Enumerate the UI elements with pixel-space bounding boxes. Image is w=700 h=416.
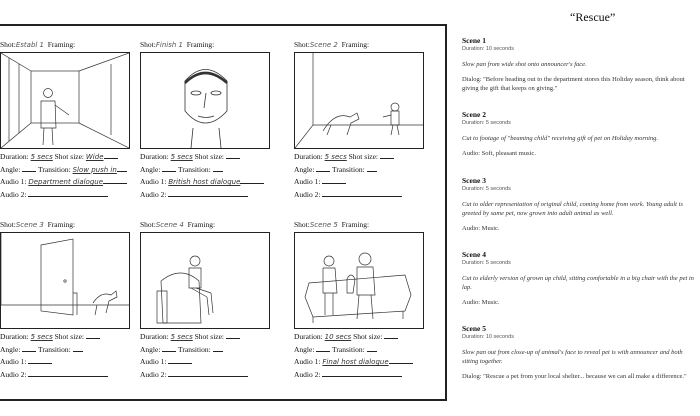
scene-notes	[462, 0, 700, 416]
scene-title: Scene 1	[462, 36, 486, 45]
sketch-panel	[0, 232, 130, 329]
scene-title: Scene 5	[462, 324, 486, 333]
scene-description: Slow pan out from close-up of animal's face to reveal pet is with announcer and both sitting together.	[462, 349, 683, 365]
sketch-panel	[294, 232, 424, 329]
duration-value: 5 secs	[170, 153, 193, 161]
storyboard-sheet	[0, 24, 447, 401]
scene-title: Scene 4	[462, 250, 486, 259]
audio1-value: British host dialogue	[168, 178, 241, 186]
scene-description: Cut to elderly version of grown up child, sitting comfortable in a big chair with the pet in lap.	[462, 275, 694, 291]
scene-audio: Audio: Music.	[462, 299, 500, 306]
frame-header: Shot:Scene 2 Framing:	[294, 40, 370, 49]
frame-header: Shot:Scene 5 Framing:	[294, 220, 370, 229]
sketch-panel	[140, 52, 270, 149]
frame-metadata: Duration: 5 secs Shot size: Wide Angle: Transition: Slow push in Audio 1: Department dialogue Audio 2:	[0, 151, 127, 200]
scene-entry	[462, 176, 700, 233]
frame-metadata: Duration: 5 secs Shot size: Angle: Transition: Audio 1: Audio 2:	[294, 151, 402, 200]
frame-metadata: Duration: 5 secs Shot size: Angle: Transition: Audio 1: Audio 2:	[0, 331, 108, 380]
frame-metadata: Duration: 10 secs Shot size: Angle: Transition: Audio 1: Final host dialogue Audio 2:	[294, 331, 413, 380]
duration-value: 10 secs	[324, 333, 352, 341]
frame-header: Shot:Finish 1 Framing:	[140, 40, 215, 49]
document-title: “Rescue”	[570, 10, 616, 24]
scene-duration: Duration: 5 seconds	[462, 120, 511, 126]
frame-metadata: Duration: 5 secs Shot size: Angle: Transition: Audio 1: Audio 2:	[140, 331, 248, 380]
audio1-value: Department dialogue	[28, 178, 104, 186]
scene-title: Scene 3	[462, 176, 486, 185]
scene-audio: Dialog: "Rescue a pet from your local shelter... because we can all make a difference."	[462, 373, 687, 380]
scene-duration: Duration: 5 seconds	[462, 186, 511, 192]
shot-size-value: Wide	[85, 153, 104, 161]
scene-audio: Dialog: "Before heading out to the department stores this Holiday season, think about giving the gift that keeps on giving."	[462, 76, 685, 92]
sketch-panel	[294, 52, 424, 149]
scene-audio: Audio: Soft, pleasant music.	[462, 150, 536, 157]
scene-entry	[462, 324, 700, 381]
duration-value: 5 secs	[30, 153, 53, 161]
scene-description: Cut to footage of "beaming child" receiving gift of pet on Holiday morning.	[462, 135, 659, 142]
scene-title: Scene 2	[462, 110, 486, 119]
scene-duration: Duration: 5 seconds	[462, 260, 511, 266]
scene-entry	[462, 110, 700, 158]
duration-value: 5 secs	[170, 333, 193, 341]
scene-description: Slow pan from wide shot onto announcer's face.	[462, 61, 587, 68]
frame-header: Shot:Scene 4 Framing:	[140, 220, 216, 229]
duration-value: 5 secs	[30, 333, 53, 341]
scene-entry	[462, 36, 700, 93]
sketch-panel	[0, 52, 130, 149]
transition-value: Slow push in	[72, 165, 117, 174]
scene-entry	[462, 250, 700, 307]
scene-description: Cut to older representation of original child, coming home from work. Young adult is greeted by same pet, now grown into adult animal as well.	[462, 201, 683, 217]
sketch-panel	[140, 232, 270, 329]
frame-header: Shot:Establ 1 Framing:	[0, 40, 76, 49]
frame-header: Shot:Scene 3 Framing:	[0, 220, 76, 229]
scene-audio: Audio: Music.	[462, 225, 500, 232]
duration-value: 5 secs	[324, 153, 347, 161]
scene-duration: Duration: 10 seconds	[462, 46, 514, 52]
audio1-value: Final host dialogue	[322, 358, 389, 366]
frame-metadata: Duration: 5 secs Shot size: Angle: Transition: Audio 1: British host dialogue Audio 2:	[140, 151, 264, 200]
scene-duration: Duration: 10 seconds	[462, 334, 514, 340]
